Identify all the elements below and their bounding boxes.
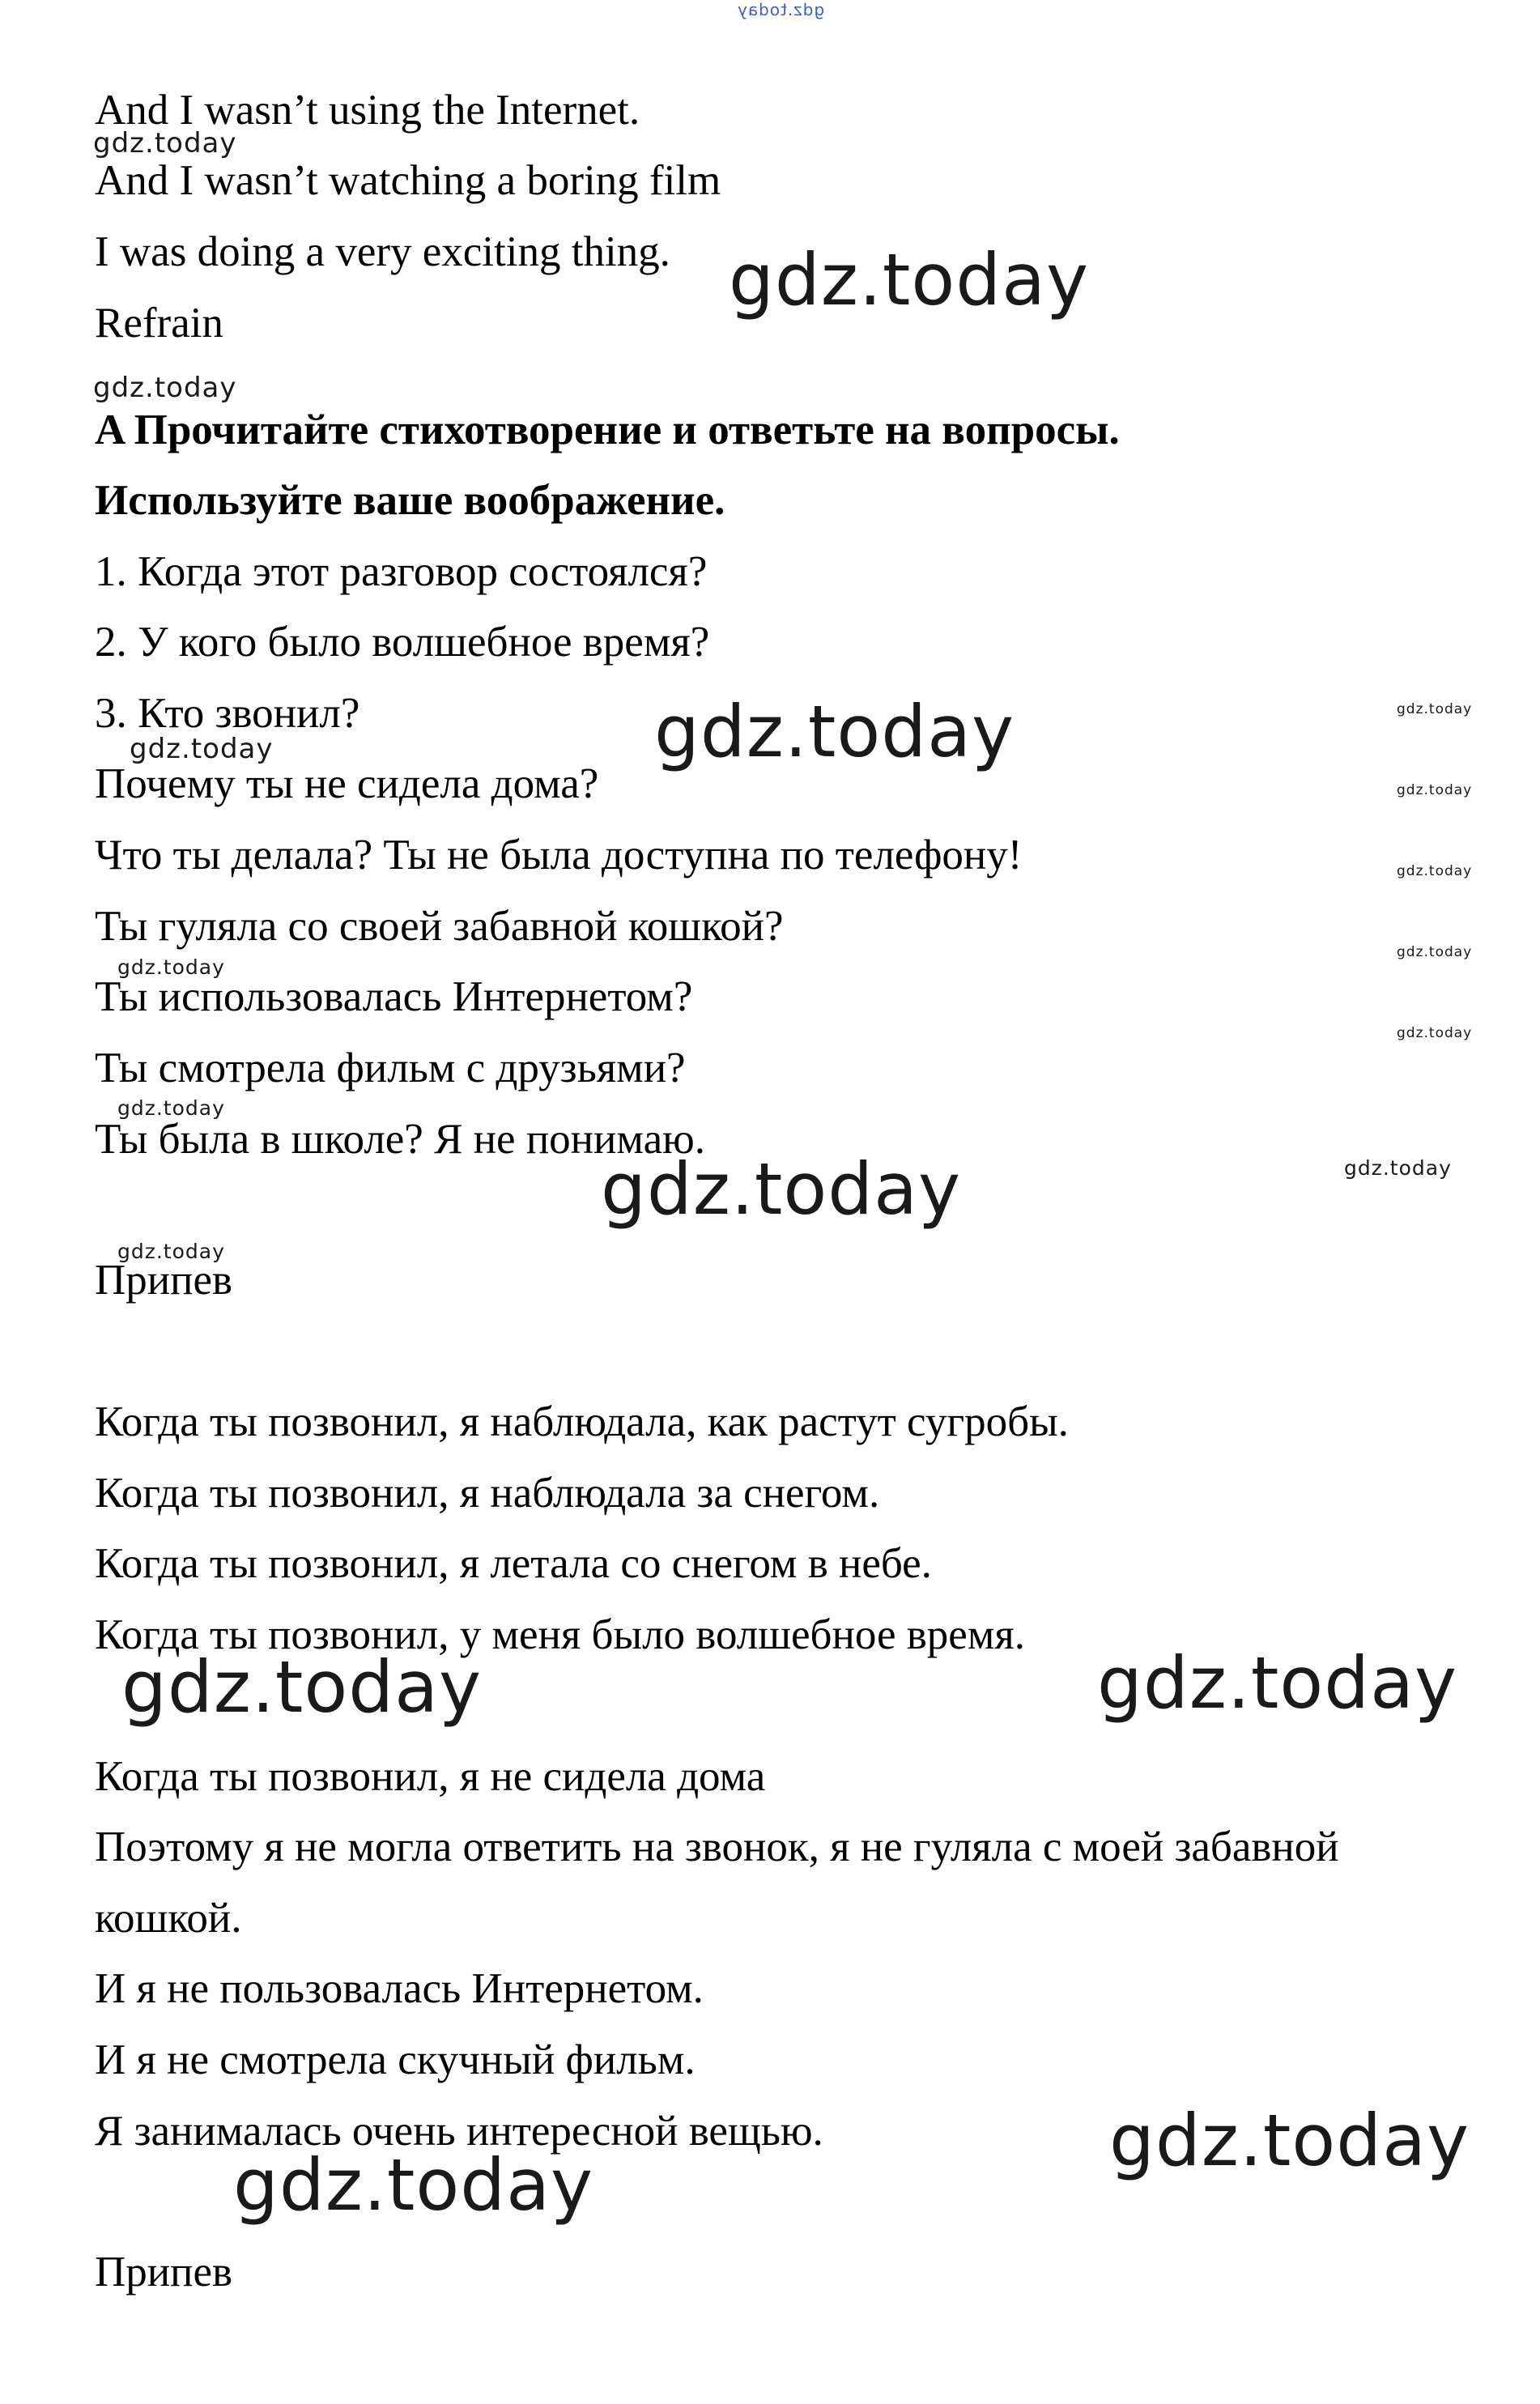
- watermark-small: gdz.today: [117, 955, 225, 979]
- watermark-top: gdz.today: [737, 0, 825, 19]
- translation-line-5: Ты смотрела фильм с друзьями?: [95, 1045, 686, 1091]
- translation-line-16: Я занималась очень интересной вещью.: [95, 2108, 823, 2155]
- translation-line-6: Ты была в школе? Я не понимаю.: [95, 1116, 705, 1163]
- song-line-1: And I wasn’t using the Internet.: [95, 87, 640, 134]
- watermark-small: gdz.today: [93, 127, 237, 160]
- translation-line-4: Ты использовалась Интернетом?: [95, 973, 693, 1020]
- song-line-2: And I wasn’t watching a boring film: [95, 157, 721, 204]
- task-subheading: Используйте ваше воображение.: [95, 477, 725, 524]
- refrain-label-ru-1: Припев: [95, 1257, 233, 1304]
- watermark-small: gdz.today: [117, 1096, 225, 1120]
- watermark-small: gdz.today: [117, 1240, 225, 1263]
- watermark-micro: gdz.today: [1344, 1156, 1452, 1180]
- translation-line-10: Когда ты позвонил, у меня было волшебное время.: [95, 1611, 1025, 1658]
- watermark-micro: gdz.today: [1397, 782, 1473, 798]
- watermark-large: gdz.today: [233, 2143, 594, 2227]
- watermark-large: gdz.today: [654, 690, 1015, 773]
- translation-line-11: Когда ты позвонил, я не сидела дома: [95, 1753, 766, 1800]
- translation-line-1: Почему ты не сидела дома?: [95, 760, 599, 807]
- question-3: 3. Кто звонил?: [95, 690, 360, 737]
- question-2: 2. У кого было волшебное время?: [95, 619, 710, 666]
- translation-line-14: И я не пользовалась Интернетом.: [95, 1965, 704, 2012]
- translation-line-8: Когда ты позвонил, я наблюдала за снегом.: [95, 1470, 880, 1517]
- task-heading: A Прочитайте стихотворение и ответьте на вопросы.: [95, 406, 1120, 453]
- translation-line-15: И я не смотрела скучный фильм.: [95, 2036, 696, 2083]
- watermark-micro: gdz.today: [1397, 863, 1473, 879]
- translation-line-3: Ты гуляла со своей забавной кошкой?: [95, 903, 784, 950]
- translation-line-2: Что ты делала? Ты не была доступна по телефону!: [95, 832, 1023, 879]
- watermark-micro: gdz.today: [1397, 944, 1473, 960]
- watermark-large: gdz.today: [1097, 1641, 1458, 1725]
- song-line-3: I was doing a very exciting thing.: [95, 228, 670, 275]
- watermark-micro: gdz.today: [1397, 1025, 1473, 1041]
- watermark-small: gdz.today: [93, 372, 237, 404]
- watermark-micro: gdz.today: [1397, 701, 1473, 717]
- translation-line-7: Когда ты позвонил, я наблюдала, как растут сугробы.: [95, 1398, 1069, 1445]
- watermark-large: gdz.today: [729, 238, 1090, 321]
- translation-line-9: Когда ты позвонил, я летала со снегом в небе.: [95, 1540, 932, 1587]
- watermark-large: gdz.today: [1109, 2099, 1470, 2182]
- watermark-large: gdz.today: [121, 1645, 483, 1729]
- watermark-small: gdz.today: [130, 733, 274, 765]
- refrain-label: Refrain: [95, 300, 223, 347]
- refrain-label-ru-2: Припев: [95, 2249, 233, 2296]
- translation-line-12: Поэтому я не могла ответить на звонок, я не гуляла с моей забавной: [95, 1823, 1339, 1870]
- translation-line-13: кошкой.: [95, 1895, 242, 1942]
- watermark-large: gdz.today: [601, 1147, 962, 1231]
- question-1: 1. Когда этот разговор состоялся?: [95, 548, 708, 595]
